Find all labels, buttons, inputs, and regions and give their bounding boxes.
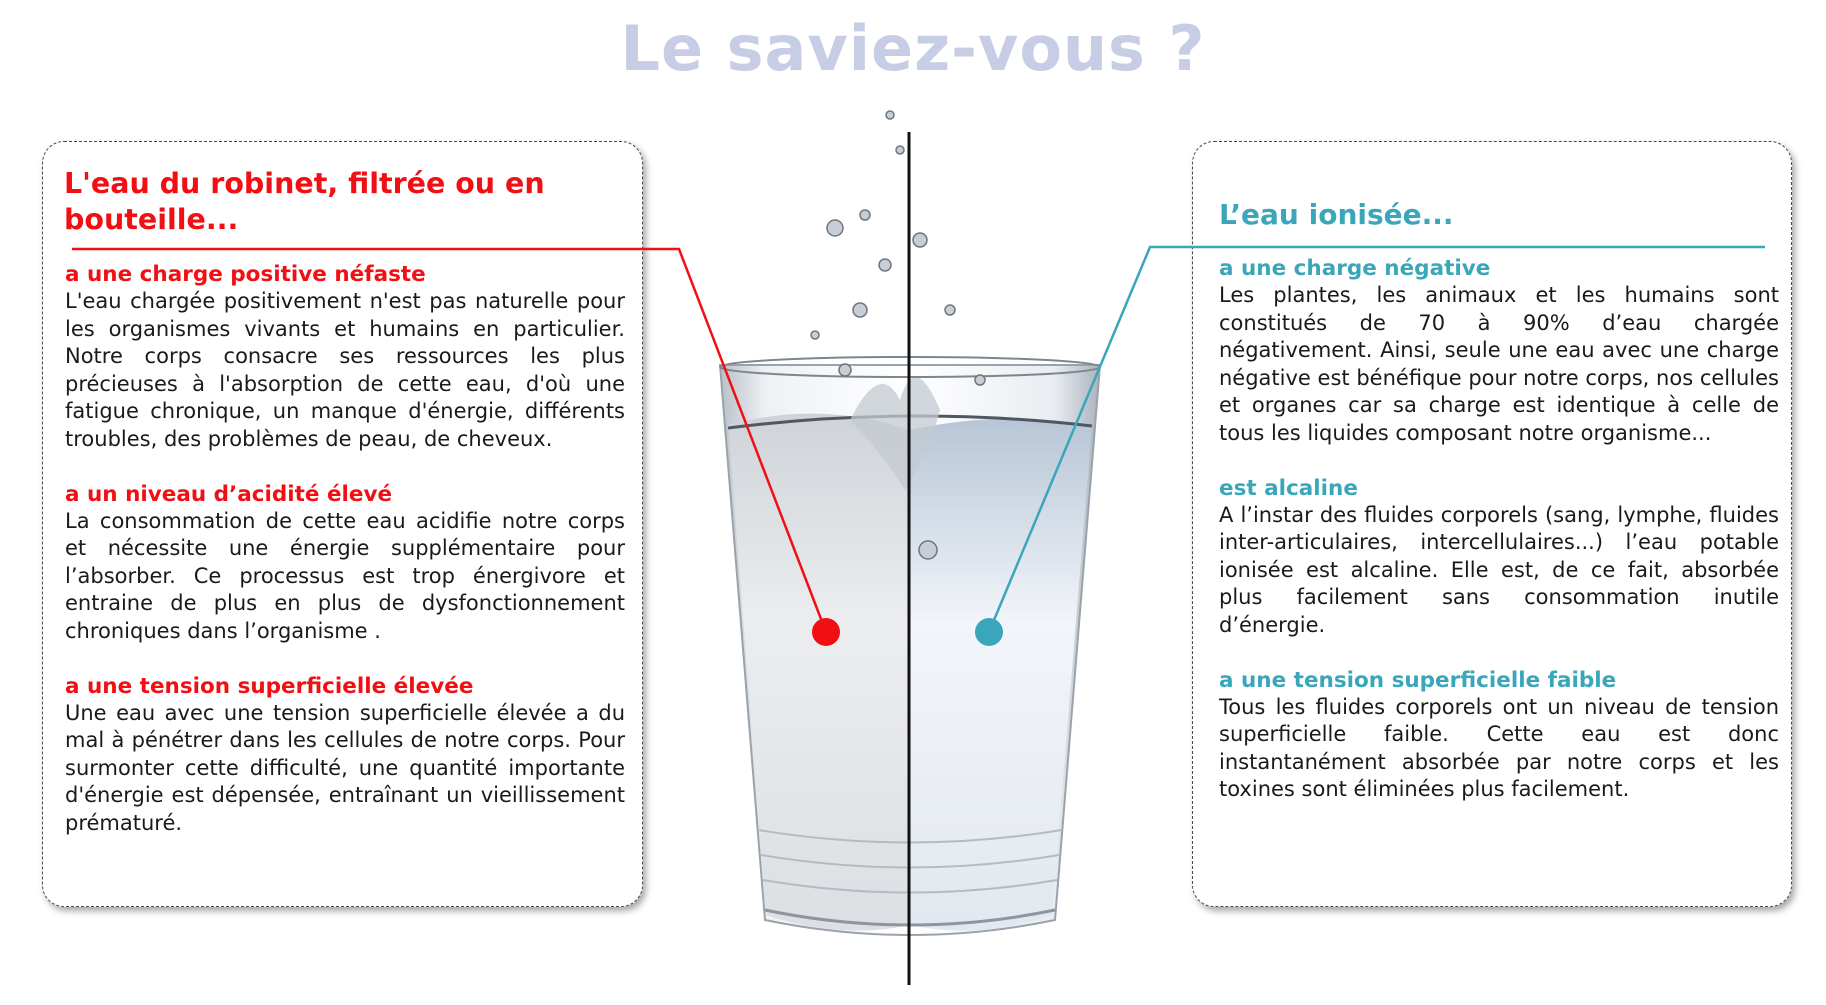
section-title: a une tension superficielle faible (1219, 667, 1617, 693)
section-text: Les plantes, les animaux et les humains sont constitués de 70 à 90% d’eau chargée négativement. Ainsi, seule une eau avec une charge négative est bénéfique pour notre corps, nos cellules et organes car sa charge est identique à celle de tous les liquides composant notre organisme... (1219, 283, 1779, 445)
section-title: a une charge négative (1219, 256, 1491, 281)
tap-water-heading: L'eau du robinet, filtrée ou en bouteille... (64, 167, 545, 236)
section-title: a un niveau d’acidité élevé (65, 481, 393, 507)
section-text: La consommation de cette eau acidifie notre corps et nécessite une énergie supplémentaire pour l’absorber. Ce processus est trop énergivore et entraine de plus en plus de dysfonctionnement chroniques dans l’organisme . (65, 508, 625, 643)
ionized-water-dot (975, 618, 1003, 646)
section-title: a une charge positive néfaste (65, 262, 426, 287)
section-title: a une tension superficielle élevée (65, 673, 474, 699)
section-text: L'eau chargée positivement n'est pas naturelle pour les organismes vivants et humains en particulier. Notre corps consacre ses ressources les plus précieuses à l'absorption de cette eau, d'où une fatigue chronique, un manque d'énergie, différents troubles, des problèmes de peau, de cheveux. (65, 289, 625, 451)
section-text: Tous les fluides corporels ont un niveau de tension superficielle faible. Cette eau est donc instantanément absorbée par notre corps et les toxines sont éliminées plus facilement. (1219, 694, 1779, 802)
tap-water-pointer-line (72, 249, 826, 632)
section-title: est alcaline (1219, 475, 1358, 501)
section-text: A l’instar des fluides corporels (sang, lymphe, fluides inter-articulaires, intercellulaires...) l’eau potable ionisée est alcaline. Elle est, de ce fait, absorbée plus facilement sans consommation inutile d’énergie. (1219, 502, 1779, 637)
tap-water-dot (812, 618, 840, 646)
ionized-water-heading: L’eau ionisée... (1219, 198, 1454, 231)
section-text: Une eau avec une tension superficielle élevée a du mal à pénétrer dans les cellules de notre corps. Pour surmonter cette difficulté, une quantité importante d'énergie est dépensée, entraînant un vieillissement prématuré. (65, 700, 625, 835)
ionized-water-pointer-line (989, 247, 1765, 632)
page-title: Le saviez-vous ? (620, 12, 1206, 85)
